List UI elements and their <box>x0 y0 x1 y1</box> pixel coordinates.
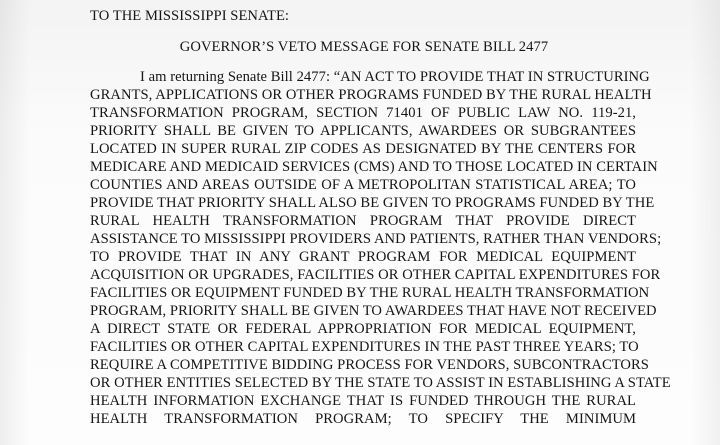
body-line: HEALTH INFORMATION EXCHANGE THAT IS FUNDED THROUGH THE RURAL <box>90 393 636 409</box>
body-line: PROVIDE THAT PRIORITY SHALL ALSO BE GIVEN TO PROGRAMS FUNDED BY THE <box>90 195 655 211</box>
body-line: GRANTS, APPLICATIONS OR OTHER PROGRAMS FUNDED BY THE RURAL HEALTH <box>90 87 652 103</box>
body-line: ACQUISITION OR UPGRADES, FACILITIES OR OTHER CAPITAL EXPENDITURES FOR <box>90 267 661 283</box>
veto-message-title: GOVERNOR’S VETO MESSAGE FOR SENATE BILL 2477 <box>179 39 549 55</box>
body-line: RURAL HEALTH TRANSFORMATION PROGRAM THAT PROVIDE DIRECT <box>90 213 636 229</box>
body-line: COUNTIES AND AREAS OUTSIDE OF A METROPOLITAN STATISTICAL AREA; TO <box>90 177 636 193</box>
body-line: A DIRECT STATE OR FEDERAL APPROPRIATION FOR MEDICAL EQUIPMENT, <box>90 321 636 337</box>
body-line: MEDICARE AND MEDICAID SERVICES (CMS) AND TO THOSE LOCATED IN CERTAIN <box>90 159 658 175</box>
body-line: TO PROVIDE THAT IN ANY GRANT PROGRAM FOR MEDICAL EQUIPMENT <box>90 249 636 265</box>
addressee: TO THE MISSISSIPPI SENATE: <box>90 8 290 24</box>
body-line: REQUIRE A COMPETITIVE BIDDING PROCESS FOR VENDORS, SUBCONTRACTORS <box>90 357 649 373</box>
body-line: FACILITIES OR OTHER CAPITAL EXPENDITURES IN THE PAST THREE YEARS; TO <box>90 339 639 355</box>
body-line: PRIORITY SHALL BE GIVEN TO APPLICANTS, AWARDEES OR SUBGRANTEES <box>90 123 636 139</box>
body-line: PROGRAM, PRIORITY SHALL BE GIVEN TO AWARDEES THAT HAVE NOT RECEIVED <box>90 303 657 319</box>
body-line: LOCATED IN SUPER RURAL ZIP CODES AS DESIGNATED BY THE CENTERS FOR <box>90 141 636 157</box>
body-line: OR OTHER ENTITIES SELECTED BY THE STATE TO ASSIST IN ESTABLISHING A STATE <box>90 375 671 391</box>
page-edge-shadow-right <box>690 0 720 445</box>
body-line: TRANSFORMATION PROGRAM, SECTION 71401 OF PUBLIC LAW NO. 119-21, <box>90 105 636 121</box>
body-line: HEALTH TRANSFORMATION PROGRAM; TO SPECIFY THE MINIMUM <box>90 411 636 427</box>
page-edge-shadow-left <box>0 0 30 445</box>
body-line: FACILITIES OR EQUIPMENT FUNDED BY THE RURAL HEALTH TRANSFORMATION <box>90 285 650 301</box>
body-line: ASSISTANCE TO MISSISSIPPI PROVIDERS AND PATIENTS, RATHER THAN VENDORS; <box>90 231 662 247</box>
body-line: I am returning Senate Bill 2477: “AN ACT TO PROVIDE THAT IN STRUCTURING <box>140 69 650 85</box>
